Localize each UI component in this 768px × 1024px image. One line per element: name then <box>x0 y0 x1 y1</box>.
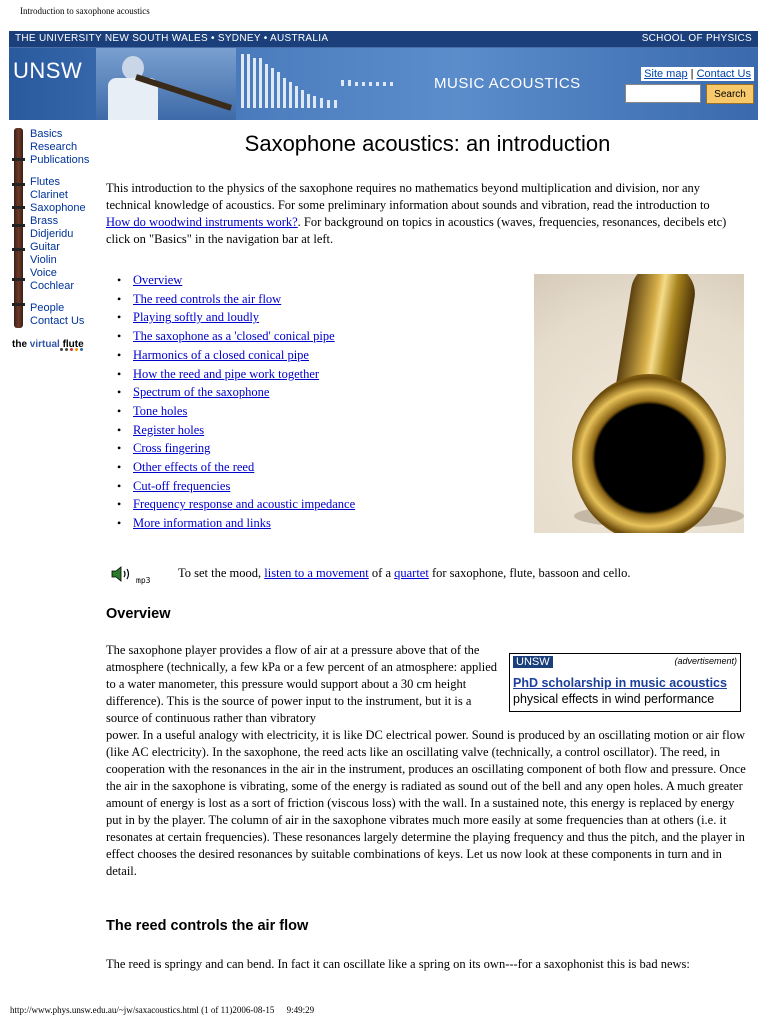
reed-paragraph: The reed is springy and can bend. In fact it can oscillate like a spring on its own---for a saxophonist this is bad news: <box>106 957 690 971</box>
saxophone-bell-photo <box>534 274 744 533</box>
sound-bar <box>271 68 274 108</box>
footer-time: 9:49:29 <box>286 1005 315 1015</box>
toc-link-cutoff[interactable]: Cut-off frequencies <box>133 478 231 493</box>
woodwind-intro-link[interactable]: How do woodwind instruments work? <box>106 215 298 229</box>
sound-bar <box>301 90 304 108</box>
mp3-label: mp3 <box>136 576 151 585</box>
ad-tag: (advertisement) <box>674 656 737 666</box>
reed-heading: The reed controls the air flow <box>106 918 309 934</box>
clarinet-key <box>12 248 25 251</box>
site-links <box>641 67 754 81</box>
nav-research[interactable]: Research <box>30 141 78 153</box>
nav-didjeridu[interactable]: Didjeridu <box>30 228 74 240</box>
toc-link-softly-loudly[interactable]: Playing softly and loudly <box>133 310 260 325</box>
clarinet-key <box>12 303 25 306</box>
nav-guitar[interactable]: Guitar <box>30 241 60 253</box>
clarinet-key <box>12 183 25 186</box>
sound-bar <box>295 86 298 108</box>
listen-movement-link[interactable]: listen to a movement <box>264 566 369 580</box>
sound-bar <box>277 72 280 108</box>
mood-sentence: To set the mood, listen to a movement of a quartet for saxophone, flute, bassoon and cello. <box>178 566 631 580</box>
school-of-physics-link[interactable]: SCHOOL OF PHYSICS <box>641 33 752 44</box>
overview-paragraph-start: The saxophone player provides a flow of air at a pressure above that of the atmosphere (technically, a few kPa or a few percent of an atmosphere: applied to a water manometer, this pressure would support about a 30 cm height difference). This is the source of power input to the instrument, but it is a source of continuous rather than vibratory <box>106 643 498 725</box>
unsw-logo[interactable]: UNSW <box>13 58 83 83</box>
didjeridu-player-photo <box>96 48 236 120</box>
sound-bar <box>369 82 372 86</box>
contact-us-link[interactable]: Contact Us <box>696 68 751 80</box>
sound-bar <box>355 82 358 86</box>
sound-bar <box>341 80 344 86</box>
link-separator: | <box>690 68 694 80</box>
quartet-link[interactable]: quartet <box>394 566 429 580</box>
sound-bar <box>390 82 393 86</box>
toc-link-overview[interactable]: Overview <box>133 273 183 287</box>
page-title: Saxophone acoustics: an introduction <box>244 131 611 156</box>
sound-bar <box>376 82 379 86</box>
overview-paragraph-continued: power. In a useful analogy with electricity, it is like DC electrical power. Sound is produced by an oscillating motion or air flow (like AC electricity). In the saxophone, the reed acts like an oscillating valve (technically, a control oscillator). The reed, in cooperation with the resonances in the air in the instrument, produces an oscillating component of both flow and pressure. Once the air in the saxophone is vibrating, some of the energy is radiated as sound out of the bell and any open holes. A much greater amount of energy is lost as a sort of friction (viscous loss) with the wall. In a sustained note, this energy is replaced by energy put in by the player. The column of air in the saxophone vibrates much more easily at some frequencies than at others (i.e. it resonates at certain frequencies). These resonances largely determine the playing frequency and thus the pitch, and the player in effect chooses the desired resonances by suitable combinations of keys. Let us now look at these components in turn and in detail. <box>106 728 746 878</box>
banner-topbar <box>9 31 758 48</box>
speaker-icon[interactable] <box>110 566 132 582</box>
nav-clarinet[interactable]: Clarinet <box>30 189 68 201</box>
phd-scholarship-link[interactable]: PhD scholarship in music acoustics <box>513 676 727 690</box>
nav-basics[interactable]: Basics <box>30 128 63 140</box>
sound-bar <box>259 58 262 108</box>
sound-bar <box>383 82 386 86</box>
table-of-contents <box>133 271 355 533</box>
sound-bar <box>283 78 286 108</box>
toc-link-cross-fingering[interactable]: Cross fingering <box>133 441 211 456</box>
nav-violin[interactable]: Violin <box>30 254 57 266</box>
advertisement-box[interactable] <box>509 653 741 712</box>
sound-bar <box>253 58 256 108</box>
clarinet-key <box>12 206 25 209</box>
site-banner <box>9 31 758 120</box>
toc-link-other-effects[interactable]: Other effects of the reed <box>133 460 255 475</box>
toc-link-reed-pipe[interactable]: How the reed and pipe work together <box>133 366 320 381</box>
sound-bar <box>289 82 292 108</box>
toc-link-tone-holes[interactable]: Tone holes <box>133 403 188 418</box>
site-map-link[interactable]: Site map <box>644 68 688 80</box>
toc-link-spectrum[interactable]: Spectrum of the saxophone <box>133 385 270 400</box>
nav-contact-us[interactable]: Contact Us <box>30 315 85 327</box>
toc-link-frequency-response[interactable]: Frequency response and acoustic impedance <box>133 497 356 512</box>
virtual-flute-logo[interactable]: the virtual flute <box>12 339 84 350</box>
toc-link-register-holes[interactable]: Register holes <box>133 422 205 437</box>
toc-link-more-info[interactable]: More information and links <box>133 516 271 531</box>
nav-brass[interactable]: Brass <box>30 215 59 227</box>
sound-bar <box>334 100 337 108</box>
university-name[interactable]: THE UNIVERSITY NEW SOUTH WALES • SYDNEY • AUSTRALIA <box>15 33 329 44</box>
nav-flutes[interactable]: Flutes <box>30 176 60 188</box>
sound-bar <box>265 64 268 108</box>
nav-people[interactable]: People <box>30 302 65 314</box>
sound-bar <box>327 100 330 108</box>
clarinet-key <box>12 278 25 281</box>
clarinet-key <box>12 224 25 227</box>
ad-unsw-logo: UNSW <box>513 656 553 668</box>
sound-bar <box>247 54 250 108</box>
footer-url: http://www.phys.unsw.edu.au/~jw/saxacoustics.html (1 of 11)2006-08-15 <box>10 1005 275 1015</box>
sound-bar <box>307 94 310 108</box>
sound-bar <box>348 80 351 86</box>
sound-bar <box>313 96 316 108</box>
nav-saxophone[interactable]: Saxophone <box>30 202 86 214</box>
nav-cochlear[interactable]: Cochlear <box>30 280 75 292</box>
sound-bar <box>320 98 323 108</box>
music-acoustics-title[interactable]: MUSIC ACOUSTICS <box>434 75 581 92</box>
nav-publications[interactable]: Publications <box>30 154 90 166</box>
left-navigation <box>30 128 89 328</box>
sound-bar <box>241 54 244 108</box>
nav-voice[interactable]: Voice <box>30 267 57 279</box>
print-footer <box>10 1005 324 1015</box>
toc-link-closed-conical-pipe[interactable]: The saxophone as a 'closed' conical pipe <box>133 329 335 344</box>
print-header: Introduction to saxophone acoustics <box>20 6 150 16</box>
clarinet-nav-graphic <box>14 128 23 328</box>
search-input[interactable] <box>625 84 701 103</box>
ad-subtitle: physical effects in wind performance <box>513 692 715 706</box>
overview-heading: Overview <box>106 606 171 622</box>
sound-bar <box>362 82 365 86</box>
toc-link-reed-controls[interactable]: The reed controls the air flow <box>133 291 282 306</box>
clarinet-key <box>12 158 25 161</box>
intro-paragraph: This introduction to the physics of the saxophone requires no mathematics beyond multiplication and division, nor any technical knowledge of acoustics. For some preliminary information about sounds and vibration, read the introduction to How do woodwind instruments work?. For background on topics in acoustics (waves, frequencies, resonances, decibels etc) click on "Basics" in the navigation bar at left. <box>106 181 727 246</box>
toc-link-harmonics[interactable]: Harmonics of a closed conical pipe <box>133 347 309 362</box>
search-button[interactable]: Search <box>706 84 754 104</box>
